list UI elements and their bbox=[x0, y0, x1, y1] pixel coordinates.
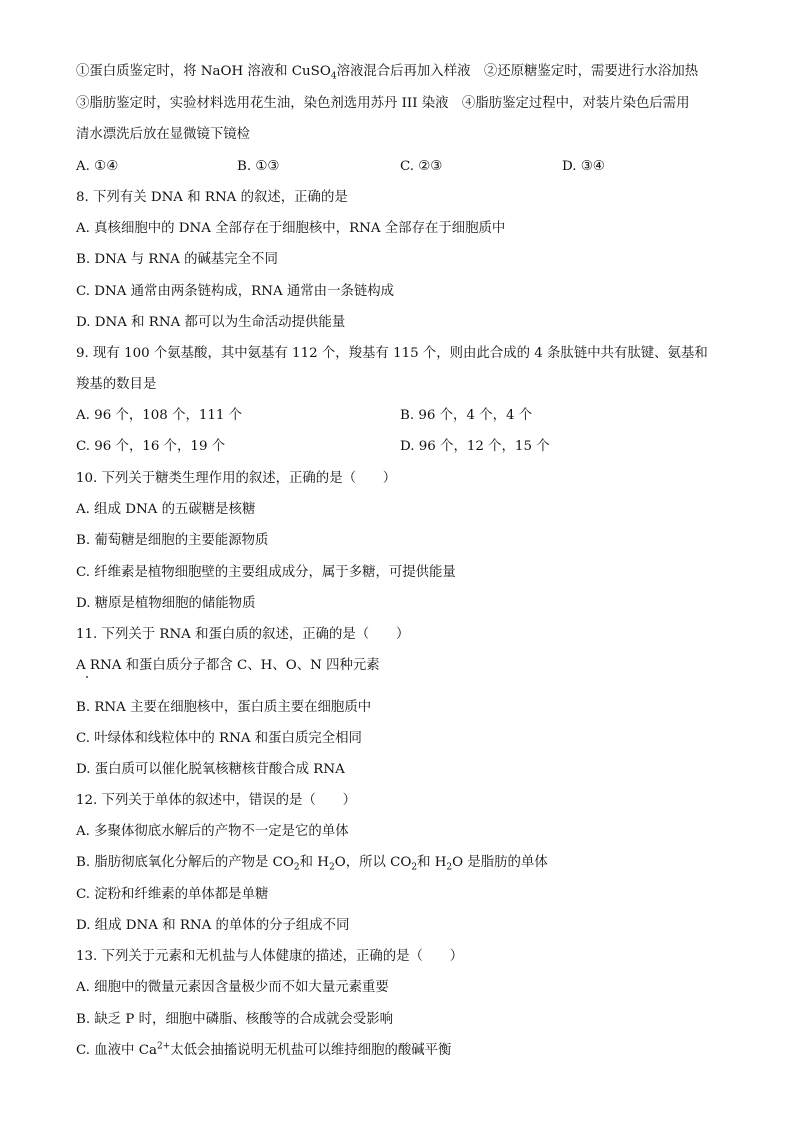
q12-option-c: C. 淀粉和纤维素的单体都是单糖 bbox=[76, 887, 269, 902]
q7-option-b: B. ①③ bbox=[237, 159, 280, 174]
q12-option-d: D. 组成 DNA 和 RNA 的单体的分子组成不同 bbox=[76, 918, 350, 933]
q10-stem: 10. 下列关于糖类生理作用的叙述，正确的是（ ） bbox=[76, 471, 397, 486]
q8-option-c: C. DNA 通常由两条链构成，RNA 通常由一条链构成 bbox=[76, 284, 395, 299]
q10-option-b: B. 葡萄糖是细胞的主要能源物质 bbox=[76, 533, 269, 548]
q13-option-c: C. 血液中 $Ca^{2+}$太低会抽搐说明无机盐可以维持细胞的酸碱平衡 bbox=[76, 1041, 452, 1058]
intro-statement-line-1: ①蛋白质鉴定时，将 NaOH 溶液和 CuSO$_4$溶液混合后再加入样液 ②还原糖鉴定时，需要进行水浴加热 bbox=[76, 64, 699, 82]
q11-option-d: D. 蛋白质可以催化脱氧核糖核苷酸合成 RNA bbox=[76, 762, 345, 777]
stray-mark bbox=[86, 676, 88, 678]
q9-option-c: C. 96 个，16 个，19 个 bbox=[76, 439, 226, 454]
q11-option-a: A RNA 和蛋白质分子都含 C、H、O、N 四种元素 bbox=[76, 658, 380, 673]
q10-option-c: C. 纤维素是植物细胞壁的主要组成成分，属于多糖，可提供能量 bbox=[76, 565, 456, 580]
q8-option-d: D. DNA 和 RNA 都可以为生命活动提供能量 bbox=[76, 315, 346, 330]
q11-option-b: B. RNA 主要在细胞核中，蛋白质主要在细胞质中 bbox=[76, 700, 372, 715]
q8-option-a: A. 真核细胞中的 DNA 全部存在于细胞核中，RNA 全部存在于细胞质中 bbox=[76, 221, 506, 236]
q7-option-c: C. ②③ bbox=[400, 159, 443, 174]
q8-option-b: B. DNA 与 RNA 的碱基完全不同 bbox=[76, 252, 278, 267]
q13-option-b: B. 缺乏 P 时，细胞中磷脂、核酸等的合成就会受影响 bbox=[76, 1012, 394, 1027]
q9-option-d: D. 96 个，12 个，15 个 bbox=[400, 439, 550, 454]
q9-option-b: B. 96 个，4 个，4 个 bbox=[400, 408, 533, 423]
q13-stem: 13. 下列关于元素和无机盐与人体健康的描述，正确的是（ ） bbox=[76, 949, 464, 964]
q9-option-a: A. 96 个，108 个，111 个 bbox=[76, 408, 243, 423]
q11-stem: 11. 下列关于 RNA 和蛋白质的叙述，正确的是（ ） bbox=[76, 627, 410, 642]
q8-stem: 8. 下列有关 DNA 和 RNA 的叙述，正确的是 bbox=[76, 190, 348, 205]
intro-statement-line-2: ③脂肪鉴定时，实验材料选用花生油，染色剂选用苏丹 III 染液 ④脂肪鉴定过程中，对装片染色后需用 bbox=[76, 96, 690, 111]
q10-option-a: A. 组成 DNA 的五碳糖是核糖 bbox=[76, 502, 256, 517]
q9-stem-line-1: 9. 现有 100 个氨基酸，其中氨基有 112 个，羧基有 115 个，则由此合成的 4 条肽链中共有肽键、氨基和 bbox=[76, 346, 708, 361]
q12-stem: 12. 下列关于单体的叙述中，错误的是（ ） bbox=[76, 793, 356, 808]
q13-option-a: A. 细胞中的微量元素因含量极少而不如大量元素重要 bbox=[76, 980, 389, 995]
q7-option-d: D. ③④ bbox=[562, 159, 605, 174]
q9-stem-line-2: 羧基的数目是 bbox=[76, 377, 157, 392]
q12-option-b: B. 脂肪彻底氧化分解后的产物是 $CO_2$和 $H_2O$，所以 $CO_2$和 $H_2O$ 是脂肪的单体 bbox=[76, 855, 548, 873]
q10-option-d: D. 糖原是植物细胞的储能物质 bbox=[76, 596, 256, 611]
q12-option-a: A. 多聚体彻底水解后的产物不一定是它的单体 bbox=[76, 824, 349, 839]
intro-statement-line-3: 清水漂洗后放在显微镜下镜检 bbox=[76, 127, 251, 142]
q11-option-c: C. 叶绿体和线粒体中的 RNA 和蛋白质完全相同 bbox=[76, 731, 362, 746]
q7-option-a: A. ①④ bbox=[76, 159, 119, 174]
